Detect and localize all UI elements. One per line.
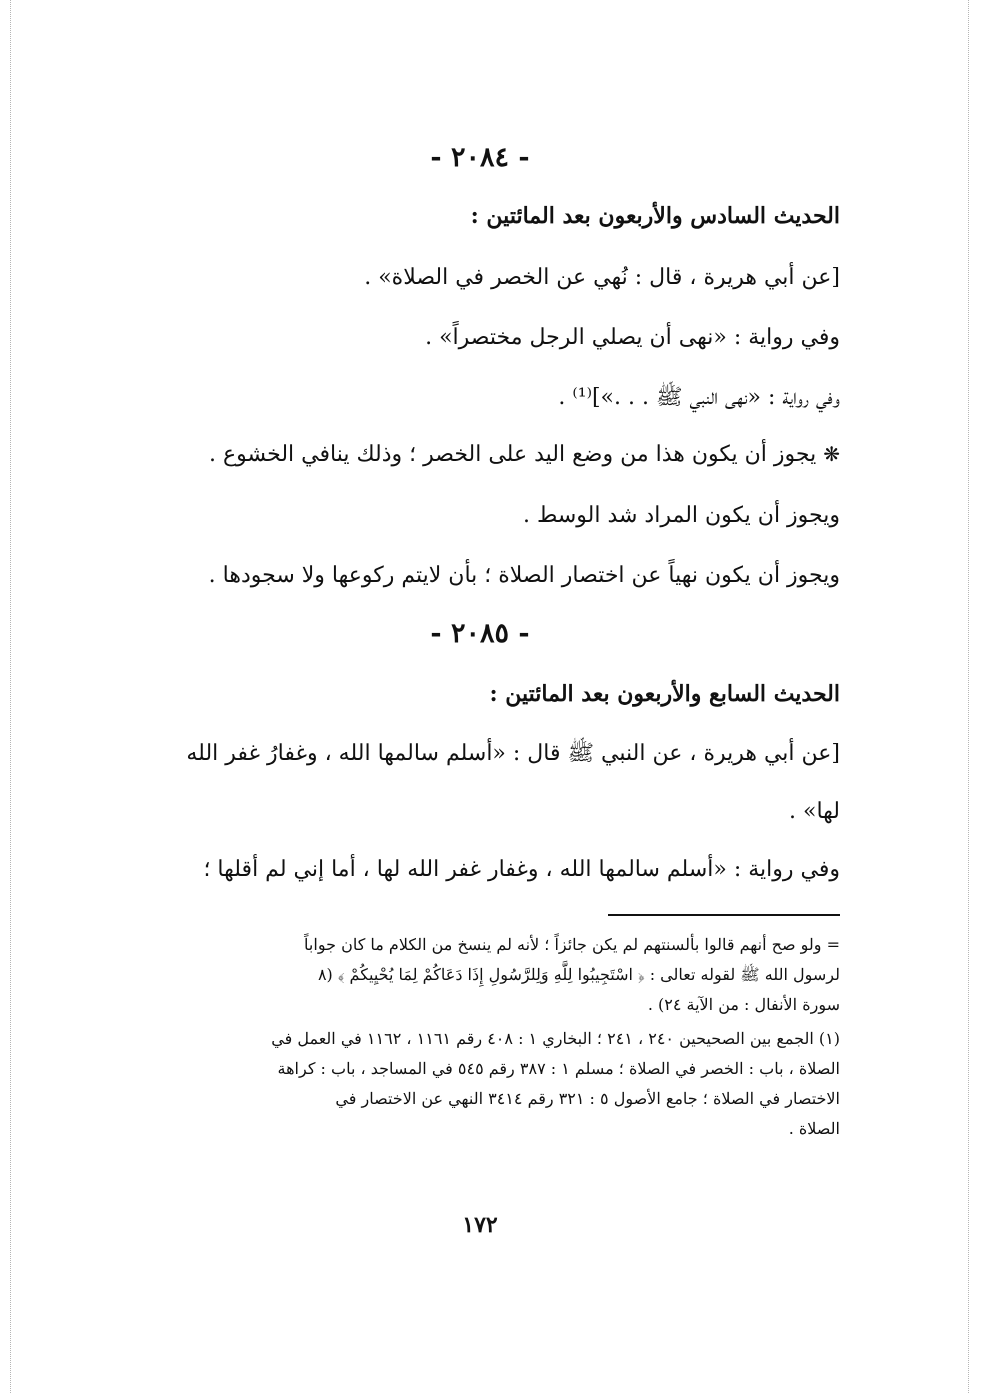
hadith-heading: الحديث السابع والأربعون بعد المائتين : (489, 681, 840, 707)
hadith-heading: الحديث السادس والأربعون بعد المائتين : (470, 203, 840, 229)
scan-edge-right (968, 0, 969, 1393)
scan-edge-left (10, 0, 11, 1393)
hadith-number: - ٢٠٨٤ - (430, 142, 530, 173)
page-number: ١٧٢ (462, 1212, 498, 1238)
hadith-text-line: وفي رواية : «نهى النبي ﷺ . . .»]⁽¹⁾ . (558, 385, 840, 410)
hadith-text-line: [عن أبي هريرة ، قال : نُهي عن الخصر في الصلاة» . (364, 265, 840, 290)
book-page (120, 130, 840, 1270)
hadith-text-line: وفي رواية : «نهى أن يصلي الرجل مختصراً» . (425, 325, 840, 350)
footnote-line: سورة الأنفال : من الآية ٢٤) . (647, 995, 840, 1014)
hadith-text-line: [عن أبي هريرة ، عن النبي ﷺ قال : «أسلم سالمها الله ، وغفارُ غفر الله (186, 741, 840, 766)
footnote-line: الصلاة ، باب : الخصر في الصلاة ؛ مسلم ١ : ٣٨٧ رقم ٥٤٥ في المساجد ، باب : كراهة (277, 1059, 840, 1078)
commentary-line: ويجوز أن يكون نهياً عن اختصار الصلاة ؛ بأن لايتم ركوعها ولا سجودها . (208, 563, 840, 588)
commentary-text: يجوز أن يكون هذا من وضع اليد على الخصر ؛ وذلك ينافي الخشوع . (209, 442, 817, 467)
hadith-number: - ٢٠٨٥ - (430, 618, 530, 649)
footnote-line: الصلاة . (788, 1119, 840, 1138)
footnote-line: الاختصار في الصلاة ؛ جامع الأصول ٥ : ٣٢١ رقم ٣٤١٤ النهي عن الاختصار في (335, 1089, 840, 1108)
footnote-separator (608, 914, 840, 916)
footnote-line: لرسول الله ﷺ لقوله تعالى : ﴿ اسْتَجِيبُوا لِلَّهِ وَلِلرَّسُولِ إِذَا دَعَاكُمْ لِمَا يُحْيِيكُمْ ﴾ (٨ (317, 965, 840, 984)
footnote-line: (١) الجمع بين الصحيحين ٢٤٠ ، ٢٤١ ؛ البخاري ١ : ٤٠٨ رقم ١١٦١ ، ١١٦٢ في العمل في (271, 1029, 840, 1048)
commentary-line (160, 436, 840, 473)
bullet-icon: ❋ (823, 442, 840, 466)
hadith-text-line: لها» . (789, 799, 840, 824)
hadith-text-line: وفي رواية : «أسلم سالمها الله ، وغفار غفر الله لها ، أما إني لم أقلها ؛ (203, 857, 840, 882)
footnote-line: = ولو صح أنهم قالوا بألسنتهم لم يكن جائزاً ؛ لأنه لم ينسخ من الكلام ما كان جواباً (304, 935, 840, 954)
commentary-line: ويجوز أن يكون المراد شد الوسط . (522, 503, 840, 528)
